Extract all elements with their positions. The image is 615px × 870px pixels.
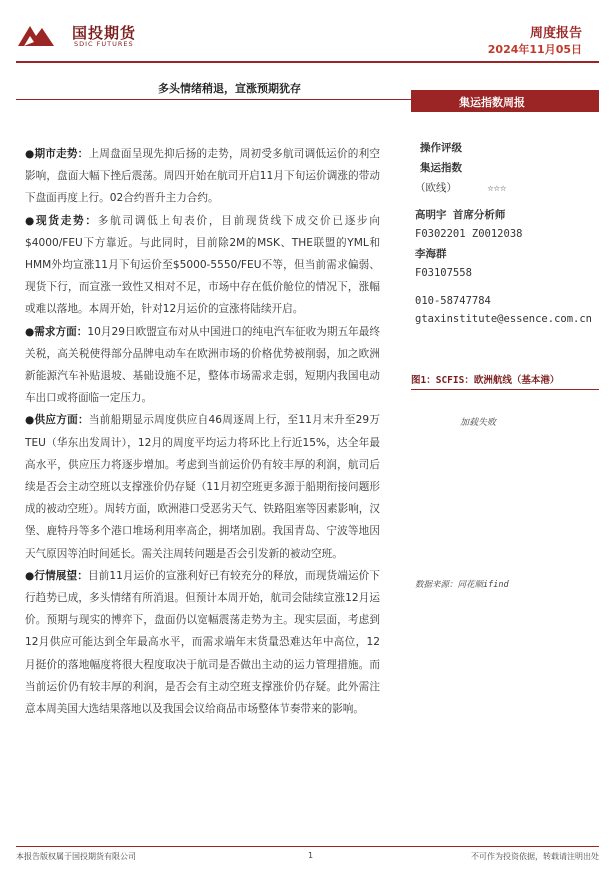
figure-load-failed: 加载失败 [460, 418, 497, 428]
analyst-id: F03107558 [415, 267, 472, 279]
paragraph-label: ●需求方面： [25, 325, 88, 338]
paragraph [25, 409, 380, 564]
section-label-bar [411, 90, 599, 112]
header-divider [16, 61, 599, 63]
paragraph [25, 321, 380, 410]
logo-mark-icon [16, 20, 56, 48]
analyst-name: 李海群 [415, 248, 447, 260]
report-date: 2024年11月05日 [487, 43, 582, 56]
paragraph-text: 当前船期显示周度供应自46周逐周上行，至11月末升至29万TEU（华东出发周计），12月的周度平均运力将环比上行近15%，达全年最高水平，供应压力将逐步增加。考虑到当前运价仍有较丰厚的利润，航司后续是否会主动空班以支撑涨价仍存疑（11月初空班更多源于船期衔接问题形成的被动空班）。周转方面，欧洲港口受恶劣天气、铁路阻塞等因素影响，汉堡、鹿特丹等多个港口堆场利用率高企，拥堵加剧。我国青岛、宁波等地因天气原因等泊时间延长。需关注周转问题是否会引发新的被动空班。 [25, 414, 380, 560]
report-title: 多头情绪稍退，宣涨预期犹存 [158, 82, 301, 95]
logo-text-en: SDIC FUTURES [74, 40, 134, 48]
title-divider [16, 99, 411, 100]
rating-direction: （欧线） [415, 182, 457, 194]
rating-row [415, 180, 610, 195]
paragraph-text: 目前11月运价的宣涨利好已有较充分的释放，而现货端运价下行趋势已成，多头情绪有所消退。但预计本周开始，航司会陆续宣涨12月运价。预期与现实的博弈下，盘面仍以宽幅震荡走势为主。现实层面，考虑到12月供应可能达到全年最高水平，而需求端年末货量恐难达年中高位，12月挺价的落地幅度将很大程度取决于航司是否做出主动的运力管理措施。而当前运价仍有较丰厚的利润，是否会有主动空班支撑涨价仍存疑。此外需注意本周美国大选结果落地以及我国会议给商品市场整体节奏带来的影响。 [25, 569, 380, 716]
figure-placeholder [411, 392, 599, 572]
paragraph [25, 210, 380, 321]
rating-name: 集运指数 [420, 162, 462, 174]
email-address: gtaxinstitute@essence.com.cn [415, 313, 593, 325]
paragraph-label: ●现货走势： [25, 214, 98, 227]
analyst-ids: F0302201 Z0012038 [415, 228, 523, 240]
sidebar-info [415, 140, 610, 325]
footer-disclaimer: 不可作为投资依据，转载请注明出处 [471, 852, 599, 861]
paragraph-text: 10月29日欧盟宣布对从中国进口的纯电汽车征收为期五年最终关税，高关税使得部分品牌电动车在欧洲市场的价格优势被削弱，加之欧洲新能源汽车补贴退坡、基础设施不足，整体市场需求走弱，短期内我国电动车出口或将面临一定压力。 [25, 325, 380, 405]
paragraph-label: ●期市走势： [25, 148, 89, 160]
main-body [25, 143, 380, 720]
paragraph-label: ●供应方面： [25, 414, 89, 427]
company-logo [16, 18, 156, 52]
paragraph-text: 上周盘面呈现先抑后扬的走势，周初受多航司调低运价的利空影响，盘面大幅下挫后震荡。周四开始在航司开启11月下旬运价调涨的带动下盘面再度上行。02合约晋升主力合约。 [25, 148, 380, 205]
footer-copyright: 本报告版权属于国投期货有限公司 [16, 852, 136, 861]
figure-divider [411, 389, 599, 390]
analyst-name: 高明宇 首席分析师 [415, 209, 506, 221]
rating-title: 操作评级 [420, 142, 462, 154]
figure-title: 图1：SCFIS：欧洲航线（基本港） [411, 375, 560, 386]
footer-divider [16, 846, 599, 847]
logo-text-cn: 国投期货 [72, 24, 137, 42]
paragraph-label: ●行情展望： [25, 569, 88, 582]
report-type: 周度报告 [529, 26, 582, 41]
page-number: 1 [308, 851, 314, 860]
rating-stars: ☆☆☆ [487, 182, 507, 194]
figure-source: 数据来源：同花顺ifind [415, 580, 509, 590]
title-bar [16, 74, 411, 100]
phone-number: 010-58747784 [415, 295, 491, 307]
paragraph-text: 多航司调低上旬表价，目前现货线下成交价已逐步向$4000/FEU下方靠近。与此同时，目前除2M的MSK、THE联盟的YML和HMM外均宣涨11月下旬运价至$5000-5550/FEU不等，但当前需求偏弱、现货下行，而宣涨一致性又相对不足，市场中存在低价舱位的情况下，涨幅或难以落地。本周开始，针对12月运价的宣涨将陆续开启。 [25, 214, 381, 316]
paragraph [25, 143, 380, 210]
section-label: 集运指数周报 [459, 96, 525, 109]
paragraph [25, 565, 380, 720]
